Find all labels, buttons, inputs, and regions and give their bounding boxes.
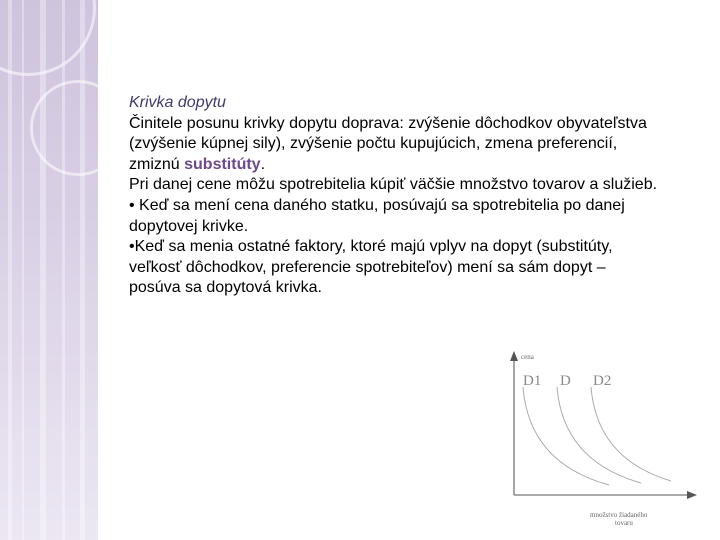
curve-label-d2: D2 xyxy=(593,373,612,389)
curve-label-d: D xyxy=(560,373,571,389)
paragraph-shift-factors xyxy=(129,114,659,176)
paragraph-curve-shift: •Keď sa menia ostatné faktory, ktoré majú vplyv na dopyt (substitúty, veľkosť dôchodkov, preferencie spotrebiteľov) mení sa sám dopyt – posúva sa dopytová krivka. xyxy=(129,238,613,297)
x-axis-label: množstvo žiadaného xyxy=(590,511,648,519)
x-axis-arrow-icon xyxy=(687,491,697,499)
demand-curve-figure xyxy=(505,345,705,525)
decorative-stripe xyxy=(8,0,12,540)
slide-title: Krivka dopytu xyxy=(129,94,226,111)
substitutes-link[interactable]: substitúty xyxy=(184,155,261,173)
paragraph-price-level: Pri danej cene môžu spotrebitelia kúpiť väčšie množstvo tovarov a služieb. xyxy=(129,176,658,194)
decorative-stripe xyxy=(22,0,24,540)
decorative-side-band xyxy=(0,0,98,540)
y-axis-arrow-icon xyxy=(510,351,518,361)
decorative-stripe xyxy=(40,0,46,540)
curve-label-d1: D1 xyxy=(523,373,542,389)
y-axis-label: cena xyxy=(521,353,534,361)
demand-curve-diagram xyxy=(505,345,705,525)
demand-curve-d1 xyxy=(523,387,609,485)
paragraph-movement-along: • Keď sa mení cena daného statku, posúvajú sa spotrebitelia po danej dopytovej krivke. xyxy=(129,196,625,235)
paragraph-text: . xyxy=(260,155,266,173)
slide-text-block xyxy=(129,93,659,299)
x-axis-label-line2: tovaru xyxy=(615,519,633,525)
paragraph-text: Činitele posunu krivky dopytu doprava: zvýšenie dôchodkov obyvateľstva (zvýšenie kúpnej sily), zvýšenie počtu kupujúcich, zmena preferencií, zmiznú xyxy=(129,114,647,173)
